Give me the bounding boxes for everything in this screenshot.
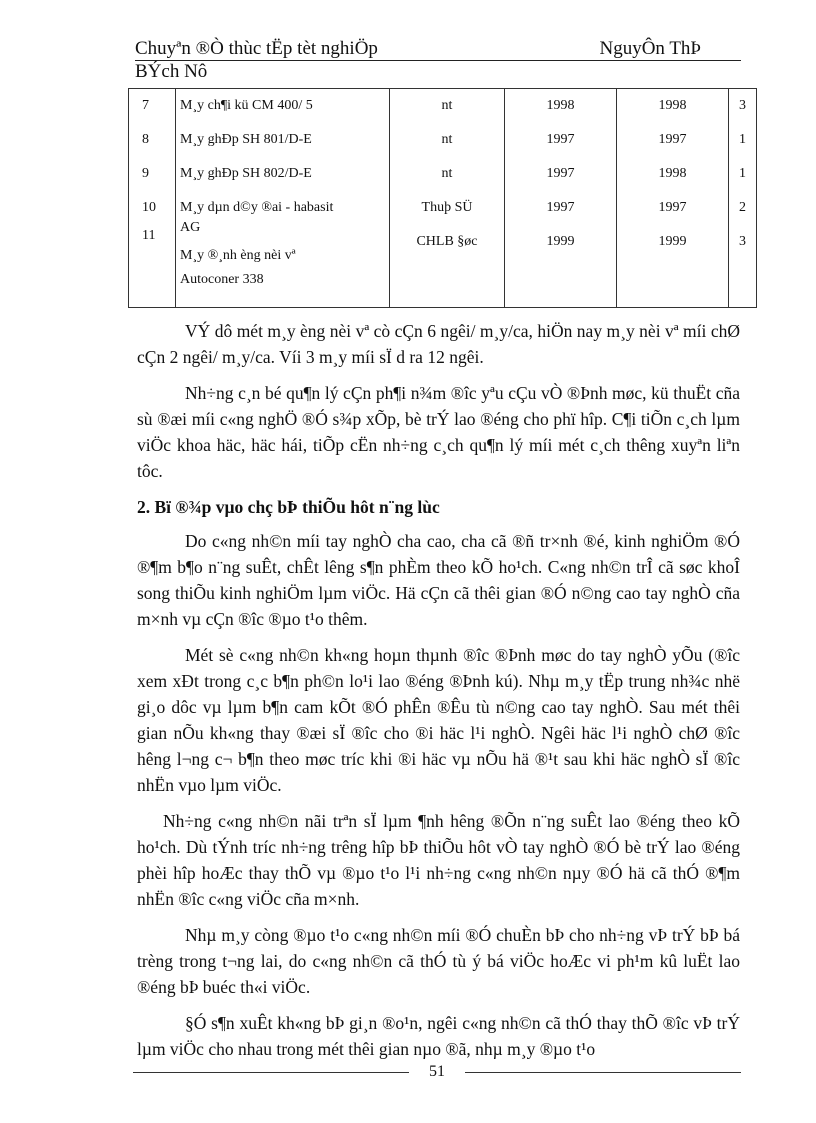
paragraph: §Ó s¶n xuÊt kh«ng bÞ gi¸n ®o¹n, ngêi c«ng nh©n cã thÓ thay thÕ ®îc vÞ trÝ lµm viÖc cho nhau trong mét thêi gian nµo ®ã, nhµ m¸y ®µo t¹o [137,1013,740,1059]
paragraph: Nhµ m¸y còng ®µo t¹o c«ng nh©n míi ®Ó chuÈn bÞ cho nh÷ng vÞ trÝ bÞ bá trèng trong t¬ng lai, do c«ng nh©n cã thÓ tù ý bá viÖc hoÆc vi ph¹m kû luËt lao ®éng bÞ buéc th«i viÖc. [137,925,740,997]
page-number: 51 [429,1063,445,1080]
origin: Thuþ SÜ [421,200,473,215]
origin: nt [441,132,453,147]
header-title: Chuyªn ®Ò thùc tËp tèt nghiÖp [135,38,378,59]
equipment-table [128,88,757,308]
origin-column [390,89,505,308]
paragraph: Mét sè c«ng nh©n kh«ng hoµn thµnh ®îc ®Þnh møc do tay nghÒ yÕu (®îc xem xÐt trong c¸c b¶n ph©n lo¹i lao ®éng ®Þnh kú). Nhµ m¸y tËp trung nh¾c nhë gi¸o dôc vµ lµm b¶n cam kÕt ®Ó phÊn ®Êu tù n©ng cao tay nghÒ. Sau mét thêi gian nÕu kh«ng thay ®æi sÏ ®îc cho ®i häc l¹i nghÒ. Ngêi häc l¹i nghÒ chØ ®îc hêng l¬ng c¬ b¶n theo møc tríc khi ®i häc vµ nÕu hä ®¹t sau khi häc nghÒ sÏ ®îc nhËn vµo lµm viÖc. [137,645,740,795]
header-author: NguyÔn ThÞ [599,38,701,59]
quantity: 1 [739,132,746,147]
table-row [129,89,757,308]
year2-column [617,89,729,308]
origin: nt [441,166,453,181]
equipment-name: Autoconer 338 [180,272,264,287]
name-column [176,89,390,308]
equipment-name: M¸y ®¸nh èng nèi vª [180,248,296,263]
body-text [137,318,740,1072]
equipment-name: M¸y ghÐp SH 801/D-E [180,132,312,147]
origin: CHLB §øc [416,234,478,249]
origin: nt [441,98,453,113]
header-author-cont: BÝch Nô [135,61,208,82]
qty-column [729,89,757,308]
row-no: 8 [142,132,149,147]
footer-rule-right [465,1072,741,1073]
year2: 1999 [658,234,687,249]
paragraph: Nh÷ng c«ng nh©n nãi trªn sÏ lµm ¶nh hêng ®Õn n¨ng suÊt lao ®éng theo kÕ ho¹ch. Dù tÝnh tríc nh÷ng trêng hîp bÞ thiÕu hôt vÒ tay nghÒ ®Ó bè trÝ lao ®éng phèi hîp hoÆc thay thÕ vµ ®µo t¹o l¹i nh÷ng c«ng nh©n nµy ®Ó hä cã thÓ ®¶m nhËn ®îc c«ng viÖc cña m×nh. [137,811,740,909]
paragraph: Do c«ng nh©n míi tay nghÒ cha cao, cha cã ®ñ tr×nh ®é, kinh nghiÖm ®Ó ®¶m b¶o n¨ng suÊt, chÊt lêng s¶n phÈm theo kÕ ho¹ch. C«ng nh©n trÎ cã søc khoÎ song thiÕu kinh nghiÖm lµm viÖc. Hä cÇn cã thêi gian ®Ó n©ng cao tay nghÒ cña m×nh vµ cÇn ®îc ®µo t¹o thêm. [137,531,740,629]
page-header [135,38,741,83]
year2: 1997 [658,200,687,215]
footer-rule-left [133,1072,409,1073]
equipment-name: M¸y dµn d©y ®ai - habasit [180,200,334,215]
year1-column [505,89,617,308]
paragraph: Nh÷ng c¸n bé qu¶n lý cÇn ph¶i n¾m ®îc yªu cÇu vÒ ®Þnh møc, kü thuËt cña sù ®æi míi c«ng nghÖ ®Ó s¾p xÕp, bè trÝ lao ®éng cho phï hîp. C¶i tiÕn c¸ch lµm viÖc khoa häc, häc hái, tiÕp cËn nh÷ng c¸ch qu¶n lý míi mét c¸ch thêng xuyªn liªn tôc. [137,383,740,481]
year1: 1997 [546,166,575,181]
year2: 1997 [658,132,687,147]
equipment-name: M¸y ch¶i kü CM 400/ 5 [180,98,313,113]
row-no: 7 [142,98,149,113]
quantity: 2 [739,200,746,215]
paragraph: VÝ dô mét m¸y èng nèi vª cò cÇn 6 ngêi/ m¸y/ca, hiÖn nay m¸y nèi vª míi chØ cÇn 2 ngêi/ m¸y/ca. Víi 3 m¸y míi sÏ d ra 12 ngêi. [137,321,740,367]
no-column [129,89,176,308]
year2: 1998 [658,166,687,181]
year1: 1997 [546,200,575,215]
year2: 1998 [658,98,687,113]
row-no: 11 [142,228,156,243]
year1: 1997 [546,132,575,147]
year1: 1998 [546,98,575,113]
equipment-name: M¸y ghÐp SH 802/D-E [180,166,312,181]
section-heading: 2. Bï ®¾p vµo chç bÞ thiÕu hôt n¨ng lùc [137,497,440,517]
page-footer [133,1063,741,1081]
quantity: 1 [739,166,746,181]
row-no: 9 [142,166,149,181]
equipment-name: AG [180,220,201,235]
row-no: 10 [142,200,156,215]
quantity: 3 [739,98,746,113]
quantity: 3 [739,234,746,249]
year1: 1999 [546,234,575,249]
header-line [135,38,741,61]
